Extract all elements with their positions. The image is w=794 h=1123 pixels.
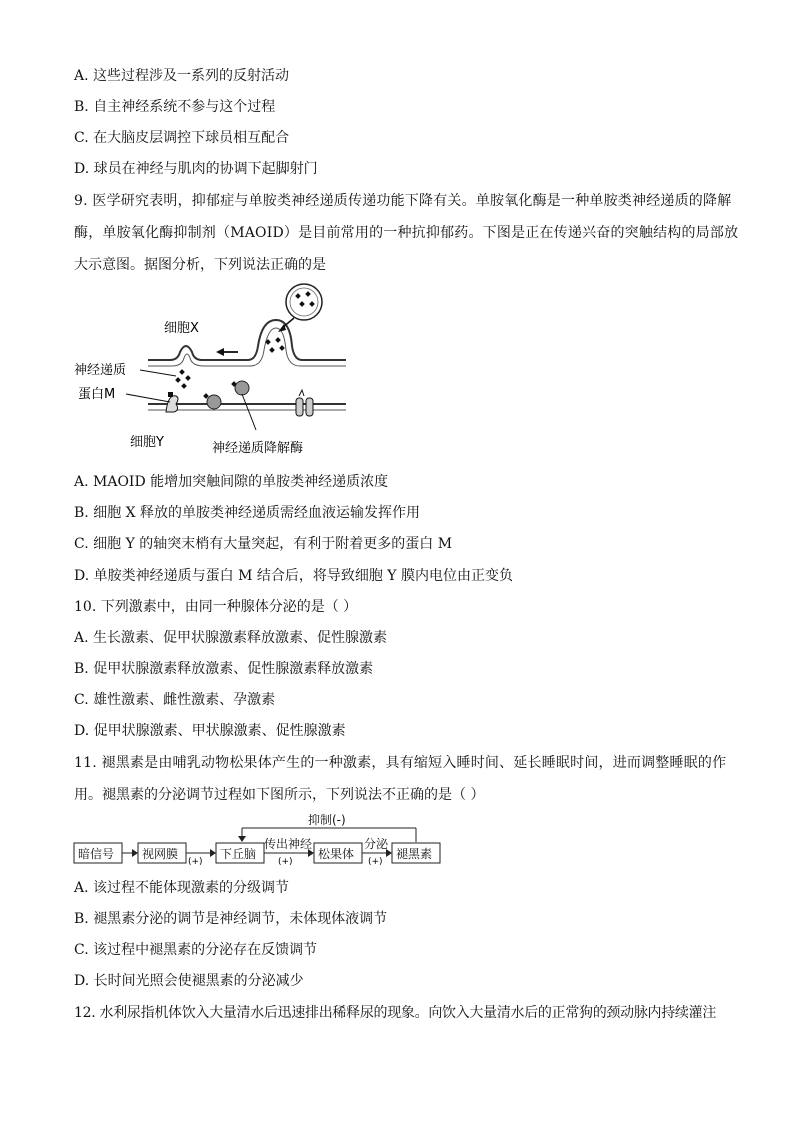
q10-option-d: D. 促甲状腺激素、甲状腺激素、促性腺激素 (74, 723, 346, 739)
label-enzyme: 神经递质降解酶 (212, 441, 304, 456)
q9-stem-line2: 酶，单胺氧化酶抑制剂（MAOID）是目前常用的一种抗抑郁药。下图是正在传递兴奋的突触结构的局部放 (74, 225, 739, 241)
label-hypothalamus: 下丘脑 (220, 847, 257, 861)
q8-option-d: D. 球员在神经与肌肉的协调下起脚射门 (74, 161, 318, 177)
secrete-label: 分泌 (364, 837, 389, 851)
label-neurotransmitter: 神经递质 (74, 363, 127, 378)
q11-stem-line2: 用。褪黑素的分泌调节过程如下图所示，下列说法不正确的是（ ） (74, 787, 485, 803)
plus-label-2: (+) (278, 857, 293, 867)
q8-option-a: A. 这些过程涉及一系列的反射活动 (74, 68, 290, 84)
label-cell-y: 细胞Y (130, 435, 164, 450)
plus-label-3: (+) (368, 857, 383, 867)
q11-option-a: A. 该过程不能体现激素的分级调节 (74, 880, 290, 896)
label-cell-x: 细胞X (164, 321, 199, 336)
label-pineal: 松果体 (318, 847, 355, 861)
q9-stem-line3: 大示意图。据图分析，下列说法正确的是 (74, 257, 326, 273)
q11-option-c: C. 该过程中褪黑素的分泌存在反馈调节 (74, 942, 318, 958)
label-protein-m: 蛋白M (78, 387, 116, 402)
q9-option-a: A. MAOID 能增加突触间隙的单胺类神经递质浓度 (74, 474, 389, 490)
q10-option-a: A. 生长激素、促甲状腺激素释放激素、促性腺激素 (74, 630, 388, 646)
q8-option-c: C. 在大脑皮层调控下球员相互配合 (74, 130, 290, 146)
q9-option-d: D. 单胺类神经递质与蛋白 M 结合后，将导致细胞 Y 膜内电位由正变负 (74, 568, 514, 584)
label-dark-signal: 暗信号 (78, 847, 115, 861)
q12-stem-line1: 12. 水利尿指机体饮入大量清水后迅速排出稀释尿的现象。向饮入大量清水后的正常狗的颈动脉内持续灌注 (74, 1005, 717, 1021)
q9-stem-line1: 9. 医学研究表明，抑郁症与单胺类神经递质传递功能下降有关。单胺氧化酶是一种单胺类神经递质的降解 (74, 193, 732, 209)
q11-stem-line1: 11. 褪黑素是由哺乳动物松果体产生的一种激素，具有缩短入睡时间、延长睡眠时间，进而调整睡眠的作 (74, 755, 727, 771)
q11-option-b: B. 褪黑素分泌的调节是神经调节，未体现体液调节 (74, 911, 388, 927)
q9-option-c: C. 细胞 Y 的轴突末梢有大量突起，有利于附着更多的蛋白 M (74, 536, 453, 552)
label-melatonin: 褪黑素 (396, 847, 433, 861)
q10-stem: 10. 下列激素中，由同一种腺体分泌的是（ ） (74, 599, 358, 615)
q11-option-d: D. 长时间光照会使褪黑素的分泌减少 (74, 973, 304, 989)
efferent-nerve-label: 传出神经 (264, 837, 313, 851)
vesicle (286, 284, 322, 320)
q8-option-b: B. 自主神经系统不参与这个过程 (74, 99, 276, 115)
plus-label-1: (+) (188, 857, 203, 867)
q10-option-c: C. 雄性激素、雌性激素、孕激素 (74, 692, 276, 708)
inhibit-label: 抑制(-) (308, 813, 346, 827)
melatonin-flow-diagram (72, 812, 452, 870)
q10-option-b: B. 促甲状腺激素释放激素、促性腺激素释放激素 (74, 661, 374, 677)
label-retina: 视网膜 (142, 847, 179, 861)
synapse-diagram (70, 280, 360, 460)
q9-option-b: B. 细胞 X 释放的单胺类神经递质需经血液运输发挥作用 (74, 505, 421, 521)
